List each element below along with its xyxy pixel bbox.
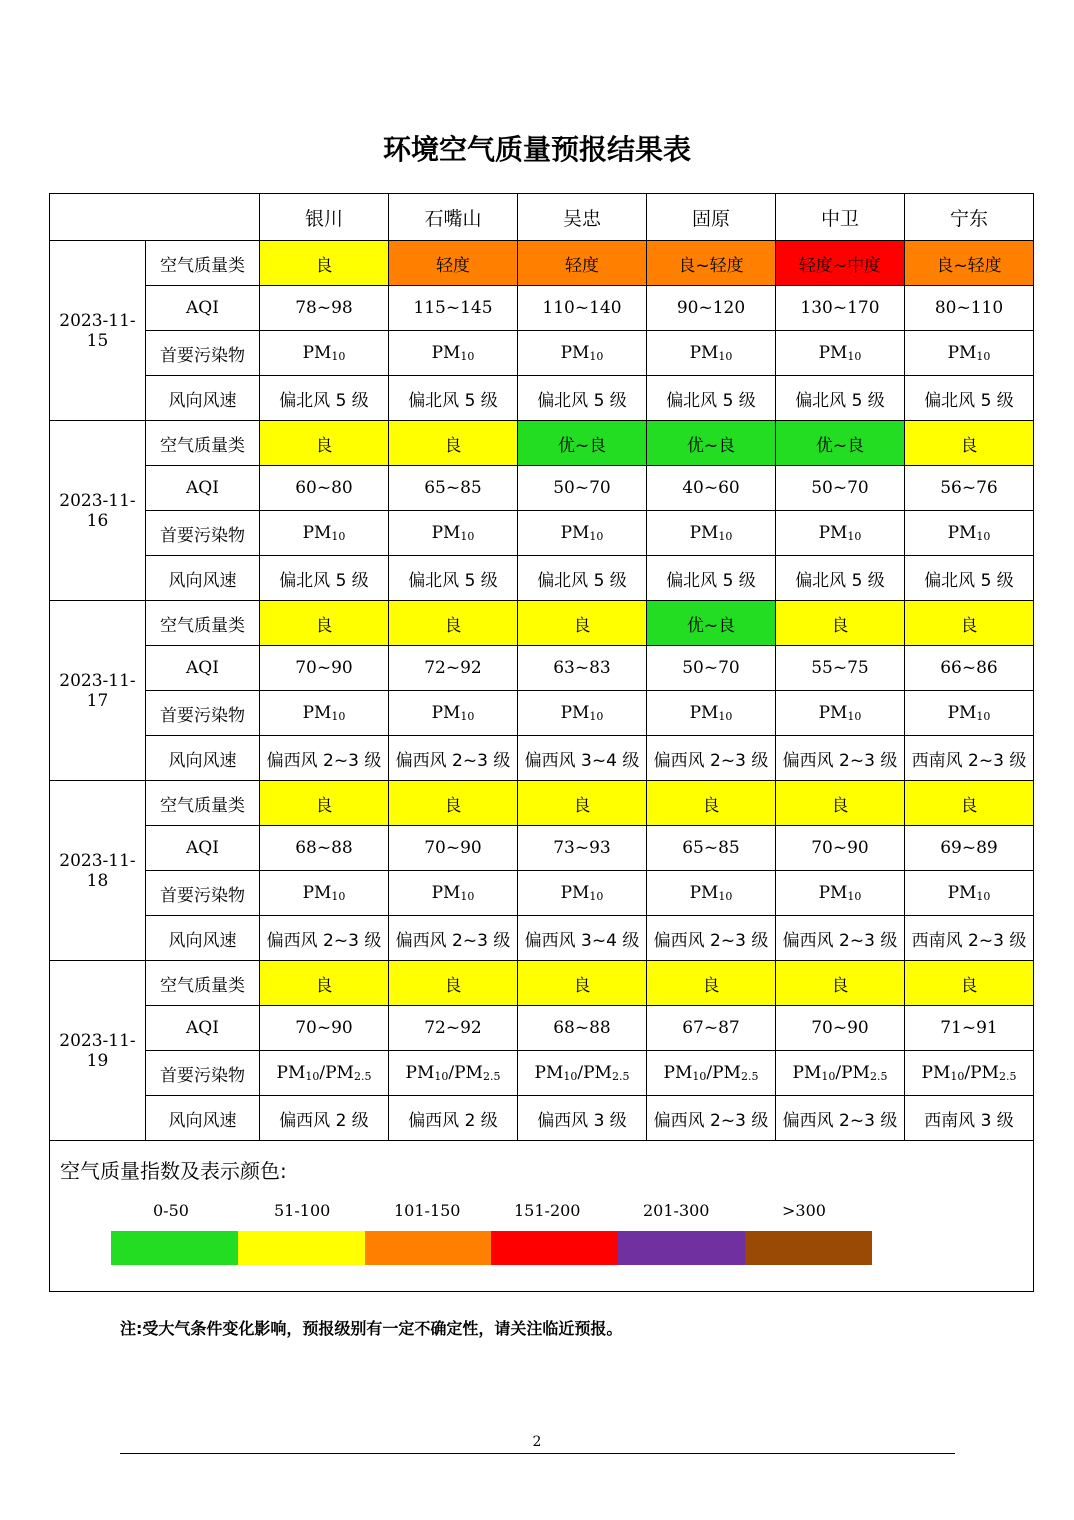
- wind-cell: 偏西风 2~3 级: [260, 736, 389, 781]
- legend-range: >300: [782, 1201, 826, 1220]
- pollutant-name: PM: [818, 523, 848, 543]
- row-label-wind: 风向风速: [146, 916, 260, 961]
- legend-swatch: [111, 1231, 238, 1265]
- pollutant-cell: [647, 871, 776, 916]
- pollutant-cell: [905, 871, 1034, 916]
- aqi-category-cell: 良: [260, 781, 389, 826]
- legend-range: 0-50: [153, 1201, 189, 1220]
- aqi-value-cell: 78~98: [260, 286, 389, 331]
- row-label-wind: 风向风速: [146, 376, 260, 421]
- legend-swatch: [238, 1231, 365, 1265]
- row-label-pollutant: 首要污染物: [146, 871, 260, 916]
- aqi-category-cell: 良: [260, 601, 389, 646]
- pollutant-subscript: 10: [976, 530, 991, 543]
- pollutant-subscript: 2.5: [998, 1070, 1017, 1083]
- pollutant-subscript: 10: [718, 710, 733, 723]
- aqi-value-cell: 65~85: [647, 826, 776, 871]
- wind-cell: 偏北风 5 级: [389, 556, 518, 601]
- pollutant-name: PM: [302, 883, 332, 903]
- wind-cell: 偏北风 5 级: [518, 556, 647, 601]
- pollutant-cell: [647, 1051, 776, 1096]
- pollutant-cell: [389, 691, 518, 736]
- pollutant-cell: [260, 1051, 389, 1096]
- pollutant-subscript: 10: [460, 350, 475, 363]
- aqi-value-cell: 80~110: [905, 286, 1034, 331]
- pollutant-subscript: 10: [718, 350, 733, 363]
- forecast-row-pollutant: [50, 691, 1034, 736]
- aqi-category-cell: 优~良: [647, 421, 776, 466]
- aqi-category-cell: 优~良: [518, 421, 647, 466]
- pollutant-name: PM: [663, 1063, 693, 1083]
- aqi-value-cell: 72~92: [389, 1006, 518, 1051]
- row-label-pollutant: 首要污染物: [146, 511, 260, 556]
- pollutant-cell: [776, 331, 905, 376]
- legend-swatch: [491, 1231, 618, 1265]
- date-cell: 2023-11-15: [50, 241, 146, 421]
- wind-cell: 偏西风 2~3 级: [389, 916, 518, 961]
- pollutant-name: PM: [689, 343, 719, 363]
- legend-title: 空气质量指数及表示颜色:: [60, 1159, 287, 1183]
- pollutant-subscript: 10: [563, 1070, 578, 1083]
- pollutant-subscript: 10: [460, 710, 475, 723]
- row-label-wind: 风向风速: [146, 556, 260, 601]
- pollutant-name: PM: [689, 703, 719, 723]
- row-label-aqi: AQI: [146, 646, 260, 691]
- pollutant-subscript: 10: [460, 530, 475, 543]
- forecast-row-wind: [50, 376, 1034, 421]
- aqi-category-cell: 良: [905, 781, 1034, 826]
- aqi-category-cell: 良: [260, 241, 389, 286]
- wind-cell: 西南风 2~3 级: [905, 736, 1034, 781]
- pollutant-subscript: 2.5: [869, 1070, 888, 1083]
- pollutant-subscript: 10: [847, 710, 862, 723]
- pollutant-cell: [518, 1051, 647, 1096]
- wind-cell: 偏西风 2~3 级: [647, 1096, 776, 1141]
- aqi-value-cell: 71~91: [905, 1006, 1034, 1051]
- aqi-value-cell: 66~86: [905, 646, 1034, 691]
- legend-range: 151-200: [514, 1201, 581, 1220]
- pollutant-cell: [518, 331, 647, 376]
- page-number: 2: [532, 1434, 542, 1450]
- date-cell: 2023-11-16: [50, 421, 146, 601]
- aqi-category-cell: 良: [776, 961, 905, 1006]
- header-row: [50, 194, 1034, 241]
- legend: [50, 1141, 1034, 1292]
- pollutant-cell: [647, 511, 776, 556]
- pollutant-subscript: 2.5: [353, 1070, 372, 1083]
- aqi-value-cell: 50~70: [647, 646, 776, 691]
- aqi-value-cell: 63~83: [518, 646, 647, 691]
- pollutant-cell: [905, 511, 1034, 556]
- pollutant-subscript: 10: [950, 1070, 965, 1083]
- forecast-row-pollutant: [50, 871, 1034, 916]
- wind-cell: 偏西风 3~4 级: [518, 736, 647, 781]
- pollutant-name: /PM: [835, 1063, 870, 1083]
- wind-cell: 偏西风 3~4 级: [518, 916, 647, 961]
- aqi-category-cell: 良: [260, 421, 389, 466]
- wind-cell: 偏北风 5 级: [260, 556, 389, 601]
- aqi-category-cell: 良: [647, 961, 776, 1006]
- aqi-category-cell: 良: [389, 421, 518, 466]
- forecast-row-category: [50, 421, 1034, 466]
- wind-cell: 偏西风 2~3 级: [776, 1096, 905, 1141]
- pollutant-subscript: 10: [305, 1070, 320, 1083]
- pollutant-subscript: 10: [434, 1070, 449, 1083]
- aqi-value-cell: 70~90: [776, 826, 905, 871]
- pollutant-subscript: 10: [460, 890, 475, 903]
- forecast-row-wind: [50, 556, 1034, 601]
- pollutant-cell: [905, 691, 1034, 736]
- legend-range: 201-300: [643, 1201, 710, 1220]
- forecast-row-wind: [50, 916, 1034, 961]
- pollutant-cell: [905, 1051, 1034, 1096]
- wind-cell: 偏北风 5 级: [905, 556, 1034, 601]
- pollutant-cell: [389, 511, 518, 556]
- wind-cell: 偏北风 5 级: [776, 556, 905, 601]
- pollutant-subscript: 10: [821, 1070, 836, 1083]
- wind-cell: 偏西风 2~3 级: [776, 736, 905, 781]
- pollutant-name: PM: [947, 523, 977, 543]
- aqi-value-cell: 70~90: [389, 826, 518, 871]
- wind-cell: 偏西风 2~3 级: [647, 736, 776, 781]
- pollutant-name: /PM: [706, 1063, 741, 1083]
- aqi-value-cell: 110~140: [518, 286, 647, 331]
- aqi-category-cell: 良: [518, 601, 647, 646]
- pollutant-cell: [776, 511, 905, 556]
- wind-cell: 偏西风 2 级: [260, 1096, 389, 1141]
- wind-cell: 偏北风 5 级: [647, 556, 776, 601]
- legend-swatch: [745, 1231, 872, 1265]
- pollutant-name: PM: [431, 523, 461, 543]
- city-header: 银川: [260, 194, 389, 241]
- pollutant-name: PM: [302, 343, 332, 363]
- pollutant-cell: [518, 871, 647, 916]
- forecast-row-aqi: [50, 286, 1034, 331]
- pollutant-cell: [776, 691, 905, 736]
- pollutant-subscript: 10: [589, 530, 604, 543]
- forecast-row-category: [50, 241, 1034, 286]
- pollutant-cell: [260, 871, 389, 916]
- aqi-category-cell: 轻度: [518, 241, 647, 286]
- pollutant-name: PM: [792, 1063, 822, 1083]
- aqi-category-cell: 良~轻度: [647, 241, 776, 286]
- aqi-value-cell: 70~90: [260, 1006, 389, 1051]
- pollutant-cell: [647, 691, 776, 736]
- aqi-category-cell: 良: [389, 781, 518, 826]
- aqi-value-cell: 72~92: [389, 646, 518, 691]
- row-label-aqi: AQI: [146, 286, 260, 331]
- pollutant-cell: [389, 871, 518, 916]
- pollutant-subscript: 10: [976, 890, 991, 903]
- pollutant-subscript: 10: [976, 350, 991, 363]
- pollutant-subscript: 10: [331, 350, 346, 363]
- pollutant-cell: [389, 1051, 518, 1096]
- wind-cell: 偏北风 5 级: [776, 376, 905, 421]
- pollutant-name: PM: [818, 703, 848, 723]
- aqi-value-cell: 67~87: [647, 1006, 776, 1051]
- pollutant-name: PM: [818, 343, 848, 363]
- aqi-value-cell: 70~90: [776, 1006, 905, 1051]
- city-header: 宁东: [905, 194, 1034, 241]
- forecast-row-pollutant: [50, 331, 1034, 376]
- date-cell: 2023-11-17: [50, 601, 146, 781]
- forecast-row-wind: [50, 736, 1034, 781]
- pollutant-subscript: 10: [976, 710, 991, 723]
- pollutant-name: PM: [947, 703, 977, 723]
- aqi-category-cell: 良: [905, 421, 1034, 466]
- pollutant-name: PM: [431, 343, 461, 363]
- pollutant-cell: [776, 871, 905, 916]
- aqi-value-cell: 115~145: [389, 286, 518, 331]
- pollutant-subscript: 10: [589, 350, 604, 363]
- aqi-value-cell: 65~85: [389, 466, 518, 511]
- wind-cell: 偏北风 5 级: [260, 376, 389, 421]
- aqi-category-cell: 良: [518, 961, 647, 1006]
- pollutant-cell: [389, 331, 518, 376]
- pollutant-name: PM: [560, 703, 590, 723]
- row-label-category: 空气质量类: [146, 781, 260, 826]
- forecast-row-pollutant: [50, 1051, 1034, 1096]
- pollutant-name: PM: [302, 523, 332, 543]
- pollutant-subscript: 10: [847, 350, 862, 363]
- row-label-wind: 风向风速: [146, 736, 260, 781]
- pollutant-cell: [776, 1051, 905, 1096]
- header-corner: [50, 194, 260, 241]
- wind-cell: 偏北风 5 级: [905, 376, 1034, 421]
- pollutant-cell: [260, 331, 389, 376]
- aqi-value-cell: 55~75: [776, 646, 905, 691]
- aqi-category-cell: 优~良: [647, 601, 776, 646]
- pollutant-name: PM: [921, 1063, 951, 1083]
- pollutant-cell: [260, 511, 389, 556]
- aqi-category-cell: 优~良: [776, 421, 905, 466]
- footnote: 注:受大气条件变化影响，预报级别有一定不确定性，请关注临近预报。: [120, 1319, 623, 1338]
- date-cell: 2023-11-18: [50, 781, 146, 961]
- pollutant-name: PM: [689, 883, 719, 903]
- pollutant-cell: [905, 331, 1034, 376]
- pollutant-subscript: 10: [847, 530, 862, 543]
- row-label-aqi: AQI: [146, 466, 260, 511]
- legend-swatch: [618, 1231, 745, 1265]
- aqi-category-cell: 轻度~中度: [776, 241, 905, 286]
- date-cell: 2023-11-19: [50, 961, 146, 1141]
- wind-cell: 偏西风 2~3 级: [389, 736, 518, 781]
- pollutant-name: PM: [431, 703, 461, 723]
- wind-cell: 偏西风 2~3 级: [647, 916, 776, 961]
- wind-cell: 偏西风 2 级: [389, 1096, 518, 1141]
- pollutant-name: /PM: [964, 1063, 999, 1083]
- aqi-value-cell: 68~88: [260, 826, 389, 871]
- wind-cell: 西南风 2~3 级: [905, 916, 1034, 961]
- wind-cell: 偏北风 5 级: [518, 376, 647, 421]
- page-title: 环境空气质量预报结果表: [382, 133, 691, 166]
- pollutant-name: PM: [947, 883, 977, 903]
- forecast-row-category: [50, 961, 1034, 1006]
- pollutant-subscript: 10: [589, 710, 604, 723]
- pollutant-cell: [518, 511, 647, 556]
- pollutant-name: PM: [560, 343, 590, 363]
- footer-rule: [120, 1453, 955, 1454]
- row-label-pollutant: 首要污染物: [146, 1051, 260, 1096]
- pollutant-subscript: 10: [331, 890, 346, 903]
- row-label-category: 空气质量类: [146, 241, 260, 286]
- aqi-value-cell: 40~60: [647, 466, 776, 511]
- forecast-row-pollutant: [50, 511, 1034, 556]
- city-header: 石嘴山: [389, 194, 518, 241]
- pollutant-cell: [518, 691, 647, 736]
- pollutant-subscript: 10: [718, 890, 733, 903]
- city-header: 吴忠: [518, 194, 647, 241]
- pollutant-name: PM: [276, 1063, 306, 1083]
- aqi-value-cell: 50~70: [518, 466, 647, 511]
- row-label-aqi: AQI: [146, 1006, 260, 1051]
- aqi-category-cell: 良: [776, 601, 905, 646]
- aqi-category-cell: 良: [389, 601, 518, 646]
- pollutant-name: /PM: [448, 1063, 483, 1083]
- aqi-category-cell: 良: [905, 961, 1034, 1006]
- aqi-value-cell: 60~80: [260, 466, 389, 511]
- pollutant-name: PM: [947, 343, 977, 363]
- pollutant-name: PM: [431, 883, 461, 903]
- pollutant-cell: [647, 331, 776, 376]
- wind-cell: 偏西风 2~3 级: [776, 916, 905, 961]
- city-header: 中卫: [776, 194, 905, 241]
- pollutant-name: PM: [560, 523, 590, 543]
- aqi-value-cell: 56~76: [905, 466, 1034, 511]
- forecast-table: [49, 193, 1034, 1292]
- aqi-value-cell: 69~89: [905, 826, 1034, 871]
- pollutant-subscript: 10: [331, 710, 346, 723]
- aqi-value-cell: 90~120: [647, 286, 776, 331]
- aqi-category-cell: 良: [518, 781, 647, 826]
- forecast-row-aqi: [50, 466, 1034, 511]
- row-label-aqi: AQI: [146, 826, 260, 871]
- wind-cell: 偏西风 2~3 级: [260, 916, 389, 961]
- forecast-row-aqi: [50, 826, 1034, 871]
- aqi-category-cell: 良: [389, 961, 518, 1006]
- wind-cell: 偏北风 5 级: [647, 376, 776, 421]
- legend-range: 51-100: [274, 1201, 331, 1220]
- forecast-row-category: [50, 601, 1034, 646]
- aqi-category-cell: 良: [647, 781, 776, 826]
- pollutant-name: PM: [689, 523, 719, 543]
- wind-cell: 西南风 3 级: [905, 1096, 1034, 1141]
- aqi-value-cell: 73~93: [518, 826, 647, 871]
- legend-labels: [50, 1201, 950, 1225]
- pollutant-name: /PM: [319, 1063, 354, 1083]
- row-label-category: 空气质量类: [146, 961, 260, 1006]
- pollutant-subscript: 10: [692, 1070, 707, 1083]
- row-label-category: 空气质量类: [146, 601, 260, 646]
- pollutant-subscript: 10: [589, 890, 604, 903]
- forecast-row-category: [50, 781, 1034, 826]
- wind-cell: 偏北风 5 级: [389, 376, 518, 421]
- row-label-pollutant: 首要污染物: [146, 331, 260, 376]
- forecast-row-aqi: [50, 646, 1034, 691]
- pollutant-subscript: 2.5: [482, 1070, 501, 1083]
- pollutant-subscript: 2.5: [611, 1070, 630, 1083]
- aqi-category-cell: 良: [260, 961, 389, 1006]
- row-label-pollutant: 首要污染物: [146, 691, 260, 736]
- pollutant-name: PM: [405, 1063, 435, 1083]
- aqi-value-cell: 70~90: [260, 646, 389, 691]
- wind-cell: 偏西风 3 级: [518, 1096, 647, 1141]
- forecast-row-wind: [50, 1096, 1034, 1141]
- pollutant-subscript: 10: [718, 530, 733, 543]
- city-header: 固原: [647, 194, 776, 241]
- aqi-value-cell: 68~88: [518, 1006, 647, 1051]
- pollutant-name: PM: [818, 883, 848, 903]
- pollutant-name: PM: [302, 703, 332, 723]
- pollutant-subscript: 10: [847, 890, 862, 903]
- pollutant-name: PM: [560, 883, 590, 903]
- pollutant-cell: [260, 691, 389, 736]
- pollutant-subscript: 10: [331, 530, 346, 543]
- row-label-category: 空气质量类: [146, 421, 260, 466]
- aqi-category-cell: 良~轻度: [905, 241, 1034, 286]
- pollutant-subscript: 2.5: [740, 1070, 759, 1083]
- pollutant-name: PM: [534, 1063, 564, 1083]
- pollutant-name: /PM: [577, 1063, 612, 1083]
- legend-color-bar: [111, 1231, 872, 1265]
- legend-range: 101-150: [394, 1201, 461, 1220]
- row-label-wind: 风向风速: [146, 1096, 260, 1141]
- aqi-value-cell: 130~170: [776, 286, 905, 331]
- aqi-category-cell: 良: [905, 601, 1034, 646]
- legend-swatch: [365, 1231, 492, 1265]
- aqi-category-cell: 良: [776, 781, 905, 826]
- aqi-value-cell: 50~70: [776, 466, 905, 511]
- forecast-row-aqi: [50, 1006, 1034, 1051]
- aqi-category-cell: 轻度: [389, 241, 518, 286]
